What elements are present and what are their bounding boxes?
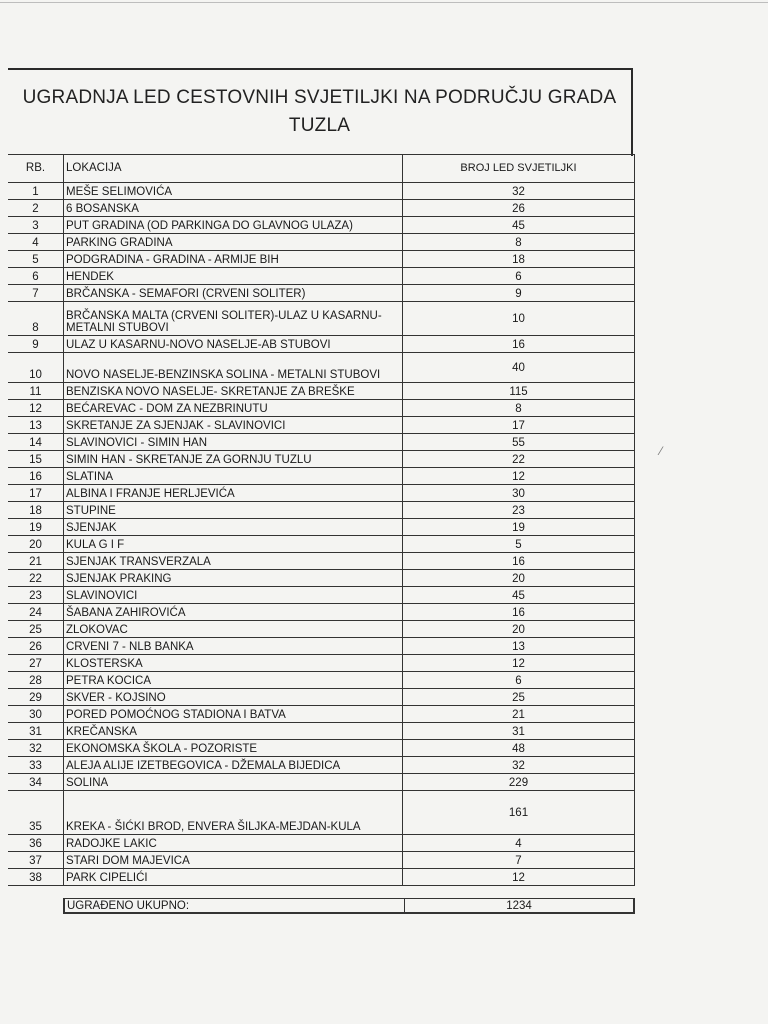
row-count: 16 bbox=[403, 336, 635, 352]
row-count: 45 bbox=[403, 587, 635, 603]
scan-speck: ⁄ bbox=[660, 444, 663, 458]
row-location: CRVENI 7 - NLB BANKA bbox=[63, 638, 403, 654]
row-count: 10 bbox=[403, 302, 635, 335]
row-number: 26 bbox=[29, 641, 42, 653]
row-count: 30 bbox=[403, 485, 635, 501]
row-number: 20 bbox=[29, 539, 42, 551]
row-location: SIMIN HAN - SKRETANJE ZA GORNJU TUZLU bbox=[63, 451, 403, 467]
row-location: PARKING GRADINA bbox=[63, 234, 403, 250]
row-location: BENZISKA NOVO NASELJE- SKRETANJE ZA BREŠKE bbox=[63, 383, 403, 399]
row-count: 8 bbox=[403, 400, 635, 416]
row-number: 15 bbox=[29, 454, 42, 466]
row-count: 20 bbox=[403, 570, 635, 586]
row-number: 13 bbox=[29, 420, 42, 432]
table-header-row bbox=[8, 155, 635, 183]
row-count: 6 bbox=[403, 672, 635, 688]
row-count: 18 bbox=[403, 251, 635, 267]
row-number: 25 bbox=[29, 624, 42, 636]
table-row bbox=[8, 604, 635, 621]
row-number: 35 bbox=[29, 821, 42, 833]
row-count: 6 bbox=[403, 268, 635, 284]
table-row bbox=[8, 536, 635, 553]
row-count: 21 bbox=[403, 706, 635, 722]
header-count: BROJ LED SVJETILJKI bbox=[403, 155, 635, 182]
row-location: SJENJAK bbox=[63, 519, 403, 535]
row-number: 6 bbox=[32, 271, 39, 283]
table-row bbox=[8, 502, 635, 519]
row-number: 3 bbox=[32, 220, 39, 232]
row-location: STARI DOM MAJEVICA bbox=[63, 852, 403, 868]
table-row bbox=[8, 217, 635, 234]
row-number: 19 bbox=[29, 522, 42, 534]
table-row bbox=[8, 570, 635, 587]
row-count: 55 bbox=[403, 434, 635, 450]
row-location: SLAVINOVICI bbox=[63, 587, 403, 603]
row-location: SKVER - KOJSINO bbox=[63, 689, 403, 705]
table-row bbox=[8, 672, 635, 689]
row-count: 8 bbox=[403, 234, 635, 250]
row-number: 10 bbox=[29, 369, 42, 381]
row-location: STUPINE bbox=[63, 502, 403, 518]
row-number: 34 bbox=[29, 777, 42, 789]
table-row bbox=[8, 417, 635, 434]
row-count: 45 bbox=[403, 217, 635, 233]
row-number: 5 bbox=[32, 254, 39, 266]
table-row bbox=[8, 234, 635, 251]
header-location: LOKACIJA bbox=[63, 155, 403, 182]
row-count: 22 bbox=[403, 451, 635, 467]
row-location: ULAZ U KASARNU-NOVO NASELJE-AB STUBOVI bbox=[63, 336, 403, 352]
title-line-2: TUZLA bbox=[288, 115, 351, 136]
row-location: SJENJAK PRAKING bbox=[63, 570, 403, 586]
row-count: 7 bbox=[403, 852, 635, 868]
row-location: ZLOKOVAC bbox=[63, 621, 403, 637]
row-count: 4 bbox=[403, 835, 635, 851]
table-row bbox=[8, 519, 635, 536]
table-row bbox=[8, 757, 635, 774]
table-row bbox=[8, 706, 635, 723]
row-location: KLOSTERSKA bbox=[63, 655, 403, 671]
row-location: HENDEK bbox=[63, 268, 403, 284]
row-number: 9 bbox=[32, 339, 39, 351]
document-title bbox=[8, 84, 631, 140]
row-count: 161 bbox=[403, 791, 635, 834]
row-location: KULA G I F bbox=[63, 536, 403, 552]
table-row bbox=[8, 835, 635, 852]
row-count: 5 bbox=[403, 536, 635, 552]
header-rb: RB. bbox=[25, 162, 46, 174]
table-row bbox=[8, 183, 635, 200]
row-location: PARK CIPELIĆI bbox=[63, 869, 403, 885]
scan-edge-line bbox=[0, 2, 768, 3]
row-location: RADOJKE LAKIC bbox=[63, 835, 403, 851]
row-number: 12 bbox=[29, 403, 42, 415]
table-row bbox=[8, 791, 635, 835]
table-row bbox=[8, 621, 635, 638]
row-location: KREČANSKA bbox=[63, 723, 403, 739]
row-location-line-2: METALNI STUBOVI bbox=[66, 322, 169, 334]
table-row bbox=[8, 689, 635, 706]
table-row bbox=[8, 200, 635, 217]
row-number: 2 bbox=[32, 203, 39, 215]
row-location: SJENJAK TRANSVERZALA bbox=[63, 553, 403, 569]
table-row bbox=[8, 285, 635, 302]
row-location: SLATINA bbox=[63, 468, 403, 484]
row-number: 8 bbox=[32, 322, 39, 334]
table-row bbox=[8, 336, 635, 353]
table-row bbox=[8, 723, 635, 740]
row-number: 21 bbox=[29, 556, 42, 568]
row-count: 229 bbox=[403, 774, 635, 790]
row-location: ŠABANA ZAHIROVIĆA bbox=[63, 604, 403, 620]
row-number: 16 bbox=[29, 471, 42, 483]
row-location: SKRETANJE ZA SJENJAK - SLAVINOVICI bbox=[63, 417, 403, 433]
row-count: 16 bbox=[403, 604, 635, 620]
table-row bbox=[8, 434, 635, 451]
table-row bbox=[8, 353, 635, 383]
row-location: BEĆAREVAC - DOM ZA NEZBRINUTU bbox=[63, 400, 403, 416]
title-line-1: UGRADNJA LED CESTOVNIH SVJETILJKI NA PODRUČJU GRADA bbox=[22, 87, 617, 108]
row-location: PORED POMOĆNOG STADIONA I BATVA bbox=[63, 706, 403, 722]
row-number: 30 bbox=[29, 709, 42, 721]
row-number: 32 bbox=[29, 743, 42, 755]
row-count: 13 bbox=[403, 638, 635, 654]
row-count: 12 bbox=[403, 468, 635, 484]
row-count: 115 bbox=[403, 383, 635, 399]
table-row bbox=[8, 251, 635, 268]
row-count: 9 bbox=[403, 285, 635, 301]
table-row bbox=[8, 553, 635, 570]
row-count: 12 bbox=[403, 655, 635, 671]
row-number: 7 bbox=[32, 288, 39, 300]
row-location: PODGRADINA - GRADINA - ARMIJE BIH bbox=[63, 251, 403, 267]
table-row bbox=[8, 638, 635, 655]
row-number: 31 bbox=[29, 726, 42, 738]
table-row bbox=[8, 869, 635, 886]
row-location: ALEJA ALIJE IZETBEGOVICA - DŽEMALA BIJEDICA bbox=[63, 757, 403, 773]
table-row bbox=[8, 468, 635, 485]
row-location-line-1: BRČANSKA MALTA (CRVENI SOLITER)-ULAZ U KASARNU- bbox=[66, 310, 382, 322]
row-count: 20 bbox=[403, 621, 635, 637]
row-count: 32 bbox=[403, 183, 635, 199]
row-count: 23 bbox=[403, 502, 635, 518]
table-row bbox=[8, 400, 635, 417]
row-location: EKONOMSKA ŠKOLA - POZORISTE bbox=[63, 740, 403, 756]
row-number: 29 bbox=[29, 692, 42, 704]
row-number: 33 bbox=[29, 760, 42, 772]
row-count: 16 bbox=[403, 553, 635, 569]
row-count: 31 bbox=[403, 723, 635, 739]
row-number: 24 bbox=[29, 607, 42, 619]
row-location: 6 BOSANSKA bbox=[63, 200, 403, 216]
total-label: UGRAĐENO UKUPNO: bbox=[65, 899, 405, 912]
table-row bbox=[8, 740, 635, 757]
row-location: KREKA - ŠIĆKI BROD, ENVERA ŠILJKA-MEJDAN-KULA bbox=[63, 791, 403, 834]
row-number: 36 bbox=[29, 838, 42, 850]
row-count: 12 bbox=[403, 869, 635, 885]
total-value: 1234 bbox=[506, 899, 532, 912]
row-number: 11 bbox=[29, 386, 42, 398]
table-row bbox=[8, 587, 635, 604]
row-location: PETRA KOCICA bbox=[63, 672, 403, 688]
row-number: 37 bbox=[29, 855, 42, 867]
row-number: 1 bbox=[32, 186, 39, 198]
row-count: 19 bbox=[403, 519, 635, 535]
row-number: 22 bbox=[29, 573, 42, 585]
row-number: 38 bbox=[29, 872, 42, 884]
row-number: 28 bbox=[29, 675, 42, 687]
row-number: 23 bbox=[29, 590, 42, 602]
row-location: NOVO NASELJE-BENZINSKA SOLINA - METALNI STUBOVI bbox=[63, 353, 403, 382]
row-location: SLAVINOVICI - SIMIN HAN bbox=[63, 434, 403, 450]
row-location: ALBINA I FRANJE HERLJEVIĆA bbox=[63, 485, 403, 501]
led-lights-table bbox=[8, 154, 635, 886]
row-location: PUT GRADINA (OD PARKINGA DO GLAVNOG ULAZA) bbox=[63, 217, 403, 233]
total-row bbox=[63, 898, 635, 914]
row-location: SOLINA bbox=[63, 774, 403, 790]
table-row bbox=[8, 451, 635, 468]
row-count: 17 bbox=[403, 417, 635, 433]
row-number: 17 bbox=[29, 488, 42, 500]
row-location bbox=[63, 302, 403, 335]
row-number: 27 bbox=[29, 658, 42, 670]
row-number: 4 bbox=[32, 237, 39, 249]
row-number: 14 bbox=[29, 437, 42, 449]
table-row bbox=[8, 774, 635, 791]
row-count: 32 bbox=[403, 757, 635, 773]
table-row bbox=[8, 383, 635, 400]
row-location: BRČANSKA - SEMAFORI (CRVENI SOLITER) bbox=[63, 285, 403, 301]
table-row bbox=[8, 302, 635, 336]
table-row bbox=[8, 268, 635, 285]
row-number: 18 bbox=[29, 505, 42, 517]
table-row bbox=[8, 655, 635, 672]
table-row bbox=[8, 852, 635, 869]
table-row bbox=[8, 485, 635, 502]
row-location: MEŠE SELIMOVIĆA bbox=[63, 183, 403, 199]
row-count: 48 bbox=[403, 740, 635, 756]
row-count: 40 bbox=[403, 353, 635, 382]
row-count: 26 bbox=[403, 200, 635, 216]
row-count: 25 bbox=[403, 689, 635, 705]
